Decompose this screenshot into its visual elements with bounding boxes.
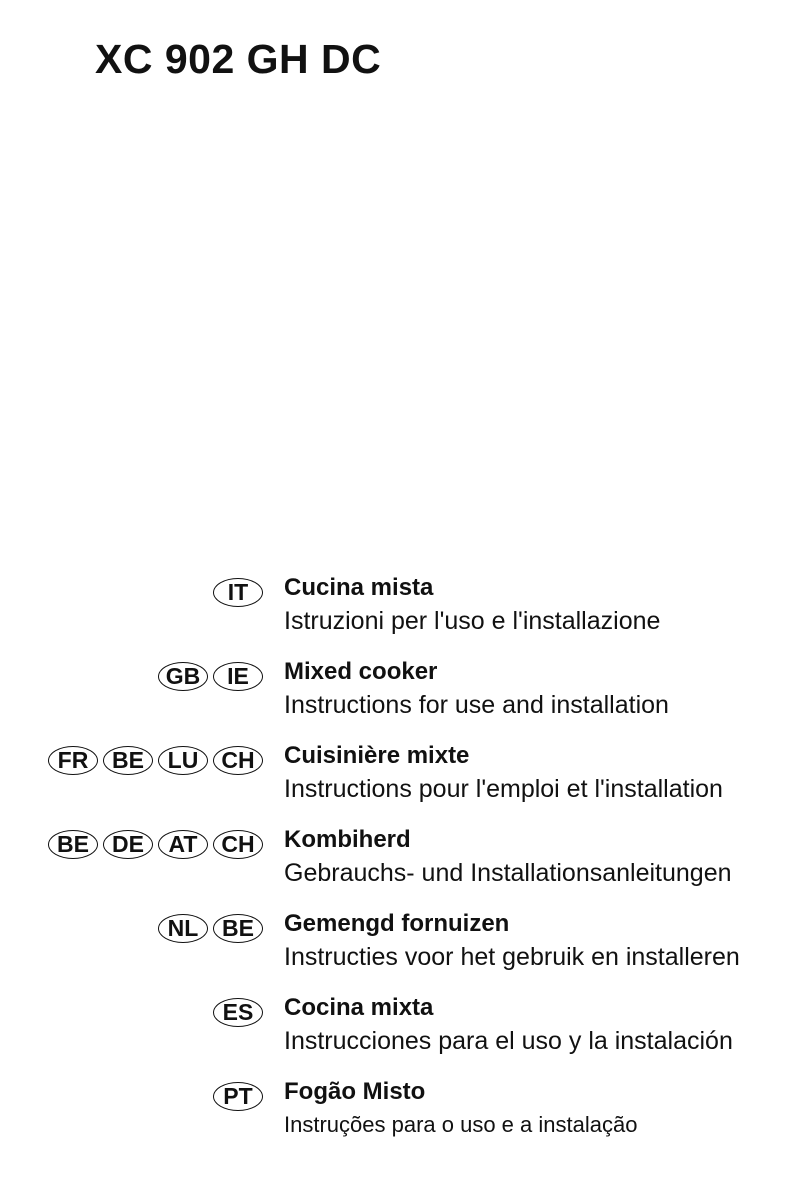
language-section-de [0,824,808,904]
product-name: Gemengd fornuizen [284,910,510,937]
country-badge-at: AT [158,830,208,859]
product-description: Istruzioni per l'uso e l'installazione [284,607,661,635]
country-badge-be: BE [213,914,263,943]
country-badges [158,662,263,691]
country-badges [48,746,263,775]
product-name: Mixed cooker [284,658,438,685]
language-section-nl [0,908,808,988]
country-badge-ch: CH [213,746,263,775]
product-name: Cucina mista [284,574,434,601]
product-description: Instructions for use and installation [284,691,669,719]
product-description: Instrucciones para el uso y la instalación [284,1027,733,1055]
product-name: Cuisinière mixte [284,742,470,769]
language-section-fr [0,740,808,820]
country-badge-fr: FR [48,746,98,775]
product-description: Instruções para o uso e a instalação [284,1112,638,1137]
country-badge-pt: PT [213,1082,263,1111]
country-badge-ie: IE [213,662,263,691]
country-badge-be: BE [48,830,98,859]
language-section-gb [0,656,808,736]
product-description: Instructies voor het gebruik en installeren [284,943,740,971]
country-badges [158,914,263,943]
country-badges [48,830,263,859]
country-badges [213,578,263,607]
model-title: XC 902 GH DC [95,36,382,82]
product-name: Cocina mixta [284,994,434,1021]
product-name: Fogão Misto [284,1078,426,1105]
product-description: Instructions pour l'emploi et l'installation [284,775,723,803]
country-badge-nl: NL [158,914,208,943]
country-badge-gb: GB [158,662,208,691]
country-badge-it: IT [213,578,263,607]
country-badge-es: ES [213,998,263,1027]
country-badges [213,1082,263,1111]
country-badge-de: DE [103,830,153,859]
language-section-pt [0,1076,808,1156]
country-badge-lu: LU [158,746,208,775]
language-section-it [0,572,808,652]
country-badges [213,998,263,1027]
product-description: Gebrauchs- und Installationsanleitungen [284,859,732,887]
country-badge-ch: CH [213,830,263,859]
country-badge-be: BE [103,746,153,775]
product-name: Kombiherd [284,826,411,853]
language-section-es [0,992,808,1072]
